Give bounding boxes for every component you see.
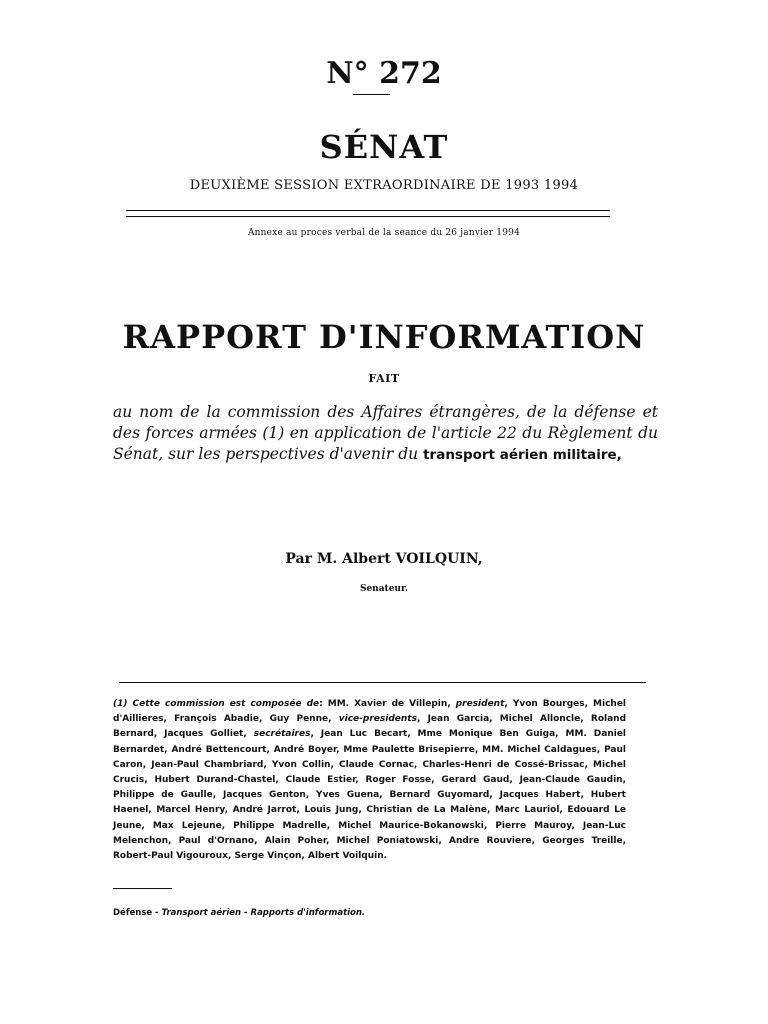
keywords-line bbox=[113, 908, 365, 918]
keywords-rule bbox=[113, 888, 172, 889]
footnote-text-3: , Jean Garcia, Michel Alloncle, Roland Bernard, Jacques Golliet, bbox=[113, 714, 627, 740]
document-number: N° 272 bbox=[326, 56, 442, 91]
purpose-italic-text: au nom de la commission des Affaires étrangères, de la défense et des forces armées (1) en application de l'article 22 du Règlement du Sénat, sur les perspectives d'avenir du bbox=[113, 403, 658, 463]
session-line: DEUXIÈME SESSION EXTRAORDINAIRE DE 1993 1994 bbox=[189, 178, 579, 193]
number-underline bbox=[353, 94, 390, 95]
footnote-intro: (1) Cette commission est composée de bbox=[113, 699, 320, 709]
footnote-role-president: president bbox=[455, 699, 505, 709]
annexe-line: Annexe au proces verbal de la seance du 26 janvier 1994 bbox=[247, 228, 521, 238]
footnote-text-4: , Jean Luc Becart, Mme Monique Ben Guiga, MM. Daniel Bernardet, André Bettencourt, André Boyer, Mme Paulette Brisepierre, MM. Michel Caldagues, Paul Caron, Jean-Paul Chambriard, Yvon Collin, Claude Cornac, Charles-Henri de Cossé-Brissac, Michel Crucis, Hubert Durand-Chastel, Claude Estier, Roger Fosse, Gerard Gaud, Jean-Claude Gaudin, Philippe de Gaulle, Jacques Genton, Yves Guena, Bernard Guyomard, Jacques Habert, Hubert Haenel, Marcel Henry, André Jarrot, Louis Jung, Christian de La Malène, Marc Lauriol, Edouard Le Jeune, Max Lejeune, Philippe Madrelle, Michel Maurice-Bokanowski, Pierre Mauroy, Jean-Luc Melenchon, Paul d'Ornano, Alain Poher, Michel Poniatowski, Andre Rouviere, Georges Treille, Robert-Paul Vigouroux, Serge Vinçon, Albert Voilquin. bbox=[113, 729, 627, 862]
report-purpose bbox=[113, 402, 658, 466]
footnote-role-secretaires: secrétaires bbox=[253, 729, 311, 740]
keyword-first: Défense bbox=[113, 908, 153, 918]
commission-footnote bbox=[113, 697, 626, 864]
footnote-role-vice: vice-presidents bbox=[338, 714, 417, 725]
footnote-rule bbox=[119, 682, 646, 683]
footnote-text-2: , Yvon Bourges, Michel d'Aillieres, François Abadie, Guy Penne, bbox=[113, 699, 627, 725]
double-rule-bottom bbox=[126, 216, 610, 217]
author-title: Senateur. bbox=[359, 584, 409, 594]
purpose-subject: transport aérien militaire, bbox=[423, 447, 622, 463]
chamber-heading: SÉNAT bbox=[319, 128, 449, 166]
keyword-rest: - Transport aérien - Rapports d'information. bbox=[152, 908, 366, 918]
double-rule-top bbox=[126, 210, 610, 211]
report-title: RAPPORT D'INFORMATION bbox=[122, 318, 646, 356]
author-line: Par M. Albert VOILQUIN, bbox=[285, 551, 483, 567]
fait-label: FAIT bbox=[368, 372, 400, 385]
footnote-text-1: : MM. Xavier de Villepin, bbox=[319, 699, 451, 709]
